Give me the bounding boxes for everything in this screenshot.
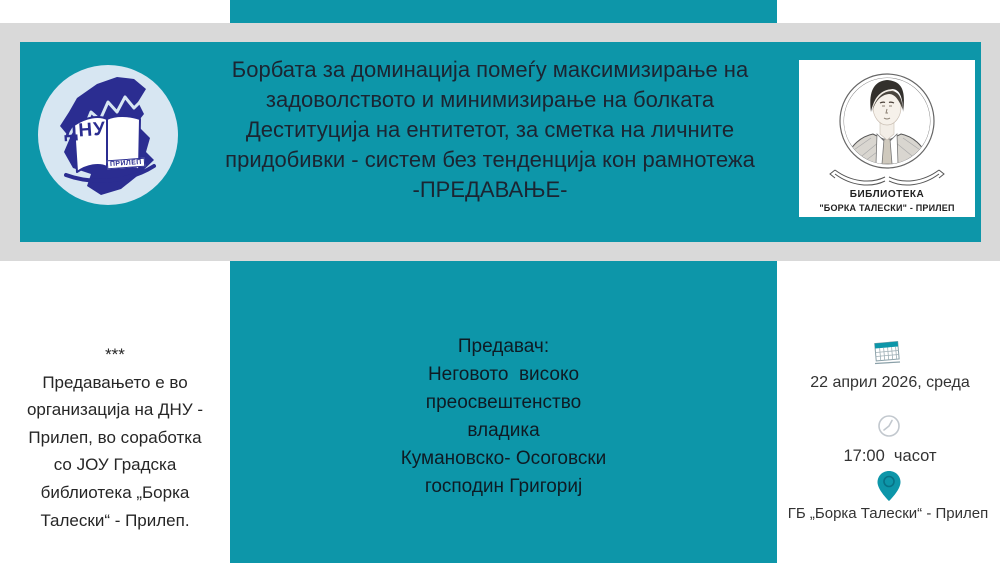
- library-logo-name: БИБЛИОТЕКА: [849, 189, 925, 200]
- title-line-5: -ПРЕДАВАЊЕ-: [412, 177, 568, 202]
- clock-icon: [877, 414, 901, 438]
- lecturer-line: преосвештенство: [425, 392, 582, 413]
- lecturer-label: Предавач:: [457, 336, 550, 357]
- event-title: [160, 55, 820, 205]
- organizer-note-line: Прилеп, во соработка: [28, 427, 202, 447]
- lecturer-line: Кумановско- Осоговски: [400, 448, 607, 469]
- location-pin-icon: [876, 470, 902, 502]
- lecturer-line: владика: [467, 420, 540, 441]
- calendar-icon: [872, 339, 902, 365]
- header-banner: [0, 23, 1000, 261]
- organizer-note-line: Предавањето е во: [42, 372, 188, 392]
- dnu-logo-graphic: [37, 64, 179, 206]
- organizer-note-line: Талески“ - Прилеп.: [40, 510, 190, 530]
- library-logo-subtitle: "БОРКА ТАЛЕСКИ" - ПРИЛЕП: [819, 203, 955, 213]
- event-time: 17:00 часот: [843, 447, 937, 465]
- lecturer-info: [240, 333, 767, 501]
- organizer-note: [8, 341, 222, 534]
- organizer-note-line: организација на ДНУ -: [26, 400, 204, 420]
- lecturer-line: Неговото високо: [427, 364, 580, 385]
- lecturer-line: господин Григориј: [424, 476, 583, 497]
- organizer-note-line: со ЈОУ Градска: [53, 455, 177, 475]
- title-line-2: задоволството и минимизирање на болката: [265, 87, 715, 112]
- library-logo-card: [799, 60, 975, 217]
- organizer-note-line: ***: [105, 345, 125, 364]
- event-location: ГБ „Борка Талески“ - Прилеп: [787, 505, 989, 522]
- title-line-4: придобивки - систем без тенденција кон рамнотежа: [225, 147, 755, 172]
- dnu-logo-acronym: ДНУ: [63, 118, 107, 143]
- title-line-3: Деституција на ентитетот, за сметка на личните: [245, 117, 735, 142]
- dnu-prilep-logo: [37, 64, 179, 206]
- organizer-note-line: библиотека „Борка: [40, 482, 190, 502]
- title-line-1: Борбата за доминација помеѓу максимизирање на: [231, 57, 749, 82]
- dnu-logo-city: ПРИЛЕП: [107, 158, 145, 170]
- event-date: 22 април 2026, среда: [810, 374, 970, 391]
- header-banner-panel: [20, 42, 981, 242]
